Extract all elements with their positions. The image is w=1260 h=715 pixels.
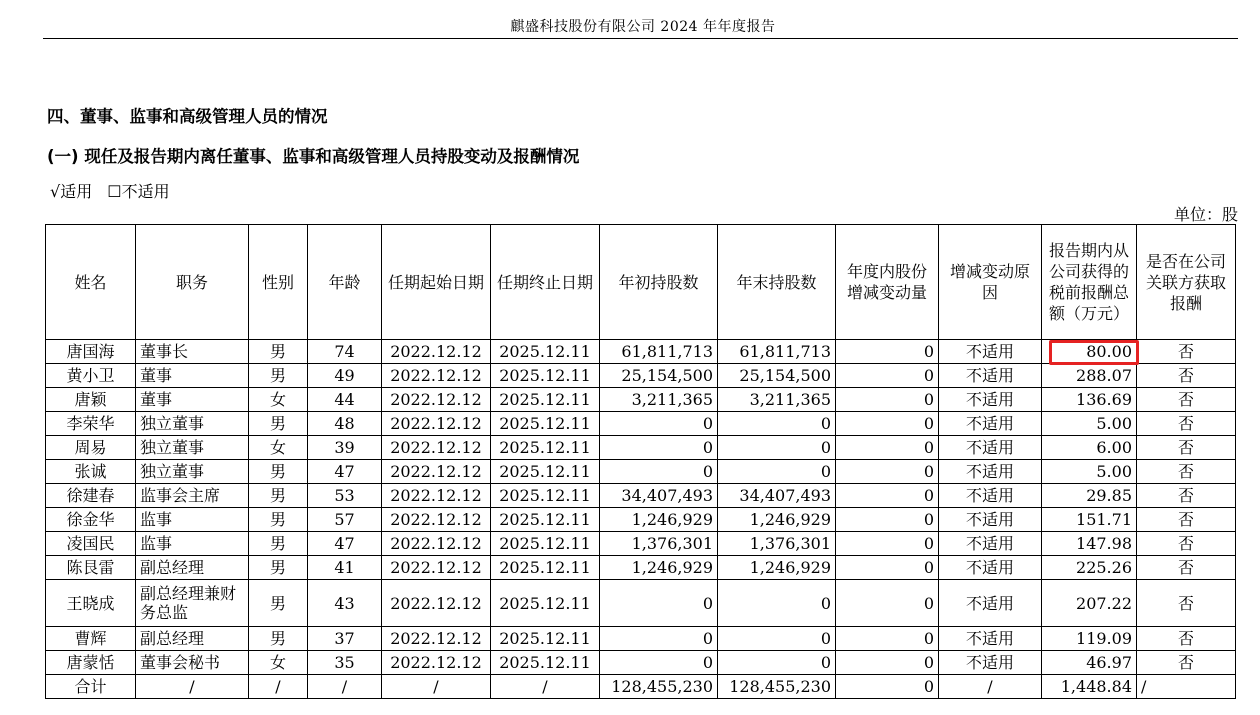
cell-term-start: 2022.12.12 bbox=[382, 580, 491, 627]
cell-shares-begin: 0 bbox=[600, 460, 718, 484]
cell-position: 独立董事 bbox=[136, 436, 249, 460]
cell-change-reason: 不适用 bbox=[939, 340, 1042, 364]
cell-position: 副总经理兼财务总监 bbox=[136, 580, 249, 627]
cell-shares-end: 0 bbox=[718, 651, 836, 675]
cell-related-party: 否 bbox=[1137, 436, 1236, 460]
cell-term-start: 2022.12.12 bbox=[382, 508, 491, 532]
cell-change-reason: 不适用 bbox=[939, 627, 1042, 651]
cell-term-end: 2025.12.11 bbox=[491, 484, 600, 508]
cell-term-start: 2022.12.12 bbox=[382, 412, 491, 436]
cell-share-change: 0 bbox=[836, 556, 939, 580]
cell-share-change: 0 bbox=[836, 532, 939, 556]
cell-term-end: 2025.12.11 bbox=[491, 340, 600, 364]
cell-term-start: 2022.12.12 bbox=[382, 627, 491, 651]
table-row bbox=[46, 340, 1236, 364]
cell-age: 74 bbox=[308, 340, 382, 364]
cell-name: 徐建春 bbox=[46, 484, 136, 508]
section-title: 四、董事、监事和高级管理人员的情况 bbox=[47, 107, 328, 126]
cell-related-party: 否 bbox=[1137, 627, 1236, 651]
total-cell-share-change: 0 bbox=[836, 675, 939, 699]
cell-share-change: 0 bbox=[836, 412, 939, 436]
cell-term-start: 2022.12.12 bbox=[382, 556, 491, 580]
cell-name: 唐颖 bbox=[46, 388, 136, 412]
cell-name: 陈艮雷 bbox=[46, 556, 136, 580]
cell-gender: 女 bbox=[249, 388, 308, 412]
not-applicable-option: ☐不适用 bbox=[107, 182, 170, 201]
cell-share-change: 0 bbox=[836, 340, 939, 364]
cell-term-start: 2022.12.12 bbox=[382, 364, 491, 388]
cell-position: 董事长 bbox=[136, 340, 249, 364]
cell-compensation: 6.00 bbox=[1042, 436, 1137, 460]
cell-shares-begin: 34,407,493 bbox=[600, 484, 718, 508]
table-row bbox=[46, 580, 1236, 627]
col-header-term-start: 任期起始日期 bbox=[382, 225, 491, 340]
cell-shares-end: 3,211,365 bbox=[718, 388, 836, 412]
cell-compensation: 80.00 bbox=[1042, 340, 1137, 364]
applicability-options bbox=[50, 179, 180, 202]
table-row bbox=[46, 388, 1236, 412]
cell-age: 49 bbox=[308, 364, 382, 388]
col-header-shares-end: 年末持股数 bbox=[718, 225, 836, 340]
total-cell-position: / bbox=[136, 675, 249, 699]
cell-related-party: 否 bbox=[1137, 508, 1236, 532]
total-cell-shares-end: 128,455,230 bbox=[718, 675, 836, 699]
cell-term-end: 2025.12.11 bbox=[491, 508, 600, 532]
cell-position: 副总经理 bbox=[136, 627, 249, 651]
cell-term-end: 2025.12.11 bbox=[491, 436, 600, 460]
cell-position: 监事 bbox=[136, 532, 249, 556]
table-row bbox=[46, 532, 1236, 556]
cell-related-party: 否 bbox=[1137, 651, 1236, 675]
cell-position: 董事 bbox=[136, 364, 249, 388]
cell-share-change: 0 bbox=[836, 484, 939, 508]
cell-age: 39 bbox=[308, 436, 382, 460]
col-header-name: 姓名 bbox=[46, 225, 136, 340]
cell-term-end: 2025.12.11 bbox=[491, 388, 600, 412]
cell-compensation: 147.98 bbox=[1042, 532, 1137, 556]
cell-age: 57 bbox=[308, 508, 382, 532]
cell-change-reason: 不适用 bbox=[939, 460, 1042, 484]
cell-compensation: 5.00 bbox=[1042, 460, 1137, 484]
col-header-compensation: 报告期内从公司获得的税前报酬总额（万元） bbox=[1042, 225, 1137, 340]
cell-age: 47 bbox=[308, 532, 382, 556]
table-row bbox=[46, 651, 1236, 675]
cell-age: 44 bbox=[308, 388, 382, 412]
cell-name: 黄小卫 bbox=[46, 364, 136, 388]
cell-share-change: 0 bbox=[836, 580, 939, 627]
cell-shares-begin: 0 bbox=[600, 580, 718, 627]
cell-compensation: 151.71 bbox=[1042, 508, 1137, 532]
table-row bbox=[46, 364, 1236, 388]
cell-shares-end: 0 bbox=[718, 627, 836, 651]
cell-share-change: 0 bbox=[836, 364, 939, 388]
cell-related-party: 否 bbox=[1137, 364, 1236, 388]
cell-name: 张诚 bbox=[46, 460, 136, 484]
cell-related-party: 否 bbox=[1137, 484, 1236, 508]
cell-age: 47 bbox=[308, 460, 382, 484]
cell-gender: 男 bbox=[249, 627, 308, 651]
cell-age: 48 bbox=[308, 412, 382, 436]
cell-shares-end: 25,154,500 bbox=[718, 364, 836, 388]
cell-term-start: 2022.12.12 bbox=[382, 436, 491, 460]
cell-gender: 男 bbox=[249, 556, 308, 580]
cell-position: 独立董事 bbox=[136, 412, 249, 436]
cell-shares-end: 1,376,301 bbox=[718, 532, 836, 556]
total-cell-change-reason: / bbox=[939, 675, 1042, 699]
cell-gender: 男 bbox=[249, 484, 308, 508]
subsection-title: (一) 现任及报告期内离任董事、监事和高级管理人员持股变动及报酬情况 bbox=[47, 147, 580, 166]
cell-change-reason: 不适用 bbox=[939, 364, 1042, 388]
unit-label: 单位：股 bbox=[1173, 205, 1238, 224]
cell-term-start: 2022.12.12 bbox=[382, 460, 491, 484]
col-header-age: 年龄 bbox=[308, 225, 382, 340]
col-header-term-end: 任期终止日期 bbox=[491, 225, 600, 340]
cell-shares-begin: 0 bbox=[600, 436, 718, 460]
cell-share-change: 0 bbox=[836, 388, 939, 412]
total-cell-gender: / bbox=[249, 675, 308, 699]
cell-term-end: 2025.12.11 bbox=[491, 532, 600, 556]
cell-position: 董事会秘书 bbox=[136, 651, 249, 675]
cell-related-party: 否 bbox=[1137, 460, 1236, 484]
col-header-share-change: 年度内股份增减变动量 bbox=[836, 225, 939, 340]
cell-share-change: 0 bbox=[836, 436, 939, 460]
cell-name: 唐国海 bbox=[46, 340, 136, 364]
total-cell-term-start: / bbox=[382, 675, 491, 699]
table-row bbox=[46, 436, 1236, 460]
cell-name: 曹辉 bbox=[46, 627, 136, 651]
cell-change-reason: 不适用 bbox=[939, 412, 1042, 436]
cell-shares-begin: 25,154,500 bbox=[600, 364, 718, 388]
cell-shares-begin: 3,211,365 bbox=[600, 388, 718, 412]
cell-term-start: 2022.12.12 bbox=[382, 388, 491, 412]
table-row bbox=[46, 508, 1236, 532]
cell-compensation: 46.97 bbox=[1042, 651, 1137, 675]
col-header-change-reason: 增减变动原因 bbox=[939, 225, 1042, 340]
total-cell-compensation: 1,448.84 bbox=[1042, 675, 1137, 699]
cell-term-start: 2022.12.12 bbox=[382, 340, 491, 364]
cell-compensation: 225.26 bbox=[1042, 556, 1137, 580]
header-divider bbox=[43, 38, 1238, 39]
cell-position: 监事 bbox=[136, 508, 249, 532]
cell-shares-end: 0 bbox=[718, 436, 836, 460]
cell-shares-begin: 1,376,301 bbox=[600, 532, 718, 556]
cell-shares-end: 0 bbox=[718, 412, 836, 436]
cell-shares-begin: 0 bbox=[600, 651, 718, 675]
cell-share-change: 0 bbox=[836, 508, 939, 532]
cell-term-start: 2022.12.12 bbox=[382, 484, 491, 508]
table-row bbox=[46, 556, 1236, 580]
total-cell-age: / bbox=[308, 675, 382, 699]
cell-change-reason: 不适用 bbox=[939, 388, 1042, 412]
table-row bbox=[46, 460, 1236, 484]
table-header-row bbox=[46, 225, 1236, 340]
cell-share-change: 0 bbox=[836, 627, 939, 651]
cell-shares-end: 61,811,713 bbox=[718, 340, 836, 364]
cell-age: 37 bbox=[308, 627, 382, 651]
cell-related-party: 否 bbox=[1137, 388, 1236, 412]
cell-position: 副总经理 bbox=[136, 556, 249, 580]
cell-term-end: 2025.12.11 bbox=[491, 580, 600, 627]
cell-shares-begin: 61,811,713 bbox=[600, 340, 718, 364]
total-cell-related-party: / bbox=[1137, 675, 1236, 699]
cell-gender: 女 bbox=[249, 436, 308, 460]
cell-related-party: 否 bbox=[1137, 412, 1236, 436]
cell-change-reason: 不适用 bbox=[939, 436, 1042, 460]
table-row bbox=[46, 627, 1236, 651]
col-header-shares-begin: 年初持股数 bbox=[600, 225, 718, 340]
cell-age: 53 bbox=[308, 484, 382, 508]
cell-gender: 女 bbox=[249, 651, 308, 675]
cell-gender: 男 bbox=[249, 580, 308, 627]
cell-shares-end: 0 bbox=[718, 580, 836, 627]
cell-shares-begin: 0 bbox=[600, 627, 718, 651]
cell-term-end: 2025.12.11 bbox=[491, 364, 600, 388]
cell-shares-end: 0 bbox=[718, 460, 836, 484]
total-cell-shares-begin: 128,455,230 bbox=[600, 675, 718, 699]
cell-gender: 男 bbox=[249, 340, 308, 364]
cell-name: 凌国民 bbox=[46, 532, 136, 556]
cell-change-reason: 不适用 bbox=[939, 580, 1042, 627]
cell-gender: 男 bbox=[249, 364, 308, 388]
cell-gender: 男 bbox=[249, 508, 308, 532]
table-row bbox=[46, 412, 1236, 436]
table-total-row bbox=[46, 675, 1236, 699]
cell-name: 徐金华 bbox=[46, 508, 136, 532]
executives-table bbox=[45, 224, 1236, 699]
cell-compensation: 288.07 bbox=[1042, 364, 1137, 388]
cell-change-reason: 不适用 bbox=[939, 556, 1042, 580]
cell-gender: 男 bbox=[249, 412, 308, 436]
cell-related-party: 否 bbox=[1137, 340, 1236, 364]
cell-name: 王晓成 bbox=[46, 580, 136, 627]
cell-shares-end: 1,246,929 bbox=[718, 508, 836, 532]
cell-share-change: 0 bbox=[836, 651, 939, 675]
cell-term-start: 2022.12.12 bbox=[382, 651, 491, 675]
cell-change-reason: 不适用 bbox=[939, 484, 1042, 508]
cell-change-reason: 不适用 bbox=[939, 508, 1042, 532]
cell-gender: 男 bbox=[249, 532, 308, 556]
total-cell-term-end: / bbox=[491, 675, 600, 699]
cell-shares-begin: 1,246,929 bbox=[600, 556, 718, 580]
cell-term-start: 2022.12.12 bbox=[382, 532, 491, 556]
cell-compensation: 29.85 bbox=[1042, 484, 1137, 508]
cell-name: 周易 bbox=[46, 436, 136, 460]
cell-shares-end: 1,246,929 bbox=[718, 556, 836, 580]
cell-term-end: 2025.12.11 bbox=[491, 651, 600, 675]
cell-change-reason: 不适用 bbox=[939, 651, 1042, 675]
cell-age: 43 bbox=[308, 580, 382, 627]
cell-shares-end: 34,407,493 bbox=[718, 484, 836, 508]
applicable-option: √适用 bbox=[50, 182, 93, 201]
cell-position: 董事 bbox=[136, 388, 249, 412]
cell-compensation: 136.69 bbox=[1042, 388, 1137, 412]
table-row bbox=[46, 484, 1236, 508]
cell-related-party: 否 bbox=[1137, 580, 1236, 627]
cell-change-reason: 不适用 bbox=[939, 532, 1042, 556]
report-header-title: 麒盛科技股份有限公司 2024 年年度报告 bbox=[510, 19, 776, 35]
cell-gender: 男 bbox=[249, 460, 308, 484]
cell-term-end: 2025.12.11 bbox=[491, 556, 600, 580]
cell-term-end: 2025.12.11 bbox=[491, 460, 600, 484]
cell-age: 41 bbox=[308, 556, 382, 580]
cell-position: 监事会主席 bbox=[136, 484, 249, 508]
total-cell-name: 合计 bbox=[46, 675, 136, 699]
cell-name: 李荣华 bbox=[46, 412, 136, 436]
cell-compensation: 119.09 bbox=[1042, 627, 1137, 651]
cell-age: 35 bbox=[308, 651, 382, 675]
cell-name: 唐蒙恬 bbox=[46, 651, 136, 675]
col-header-gender: 性别 bbox=[249, 225, 308, 340]
cell-term-end: 2025.12.11 bbox=[491, 627, 600, 651]
cell-compensation: 207.22 bbox=[1042, 580, 1137, 627]
cell-shares-begin: 1,246,929 bbox=[600, 508, 718, 532]
cell-term-end: 2025.12.11 bbox=[491, 412, 600, 436]
cell-related-party: 否 bbox=[1137, 556, 1236, 580]
cell-shares-begin: 0 bbox=[600, 412, 718, 436]
cell-share-change: 0 bbox=[836, 460, 939, 484]
col-header-related-party: 是否在公司关联方获取报酬 bbox=[1137, 225, 1236, 340]
col-header-position: 职务 bbox=[136, 225, 249, 340]
cell-related-party: 否 bbox=[1137, 532, 1236, 556]
cell-position: 独立董事 bbox=[136, 460, 249, 484]
cell-compensation: 5.00 bbox=[1042, 412, 1137, 436]
